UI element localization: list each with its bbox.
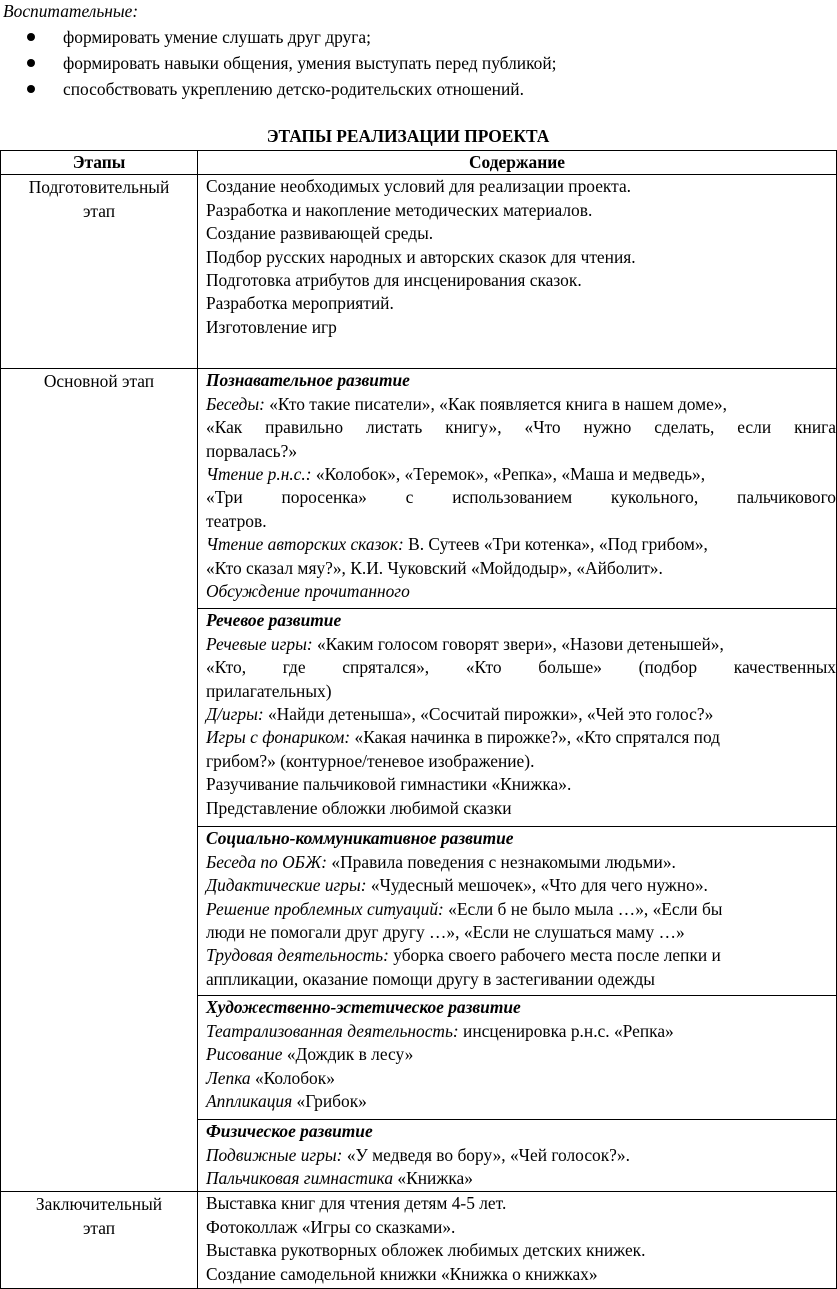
- cognitive-cell: Познавательное развитие Беседы: «Кто такие писатели», «Как появляется книга в нашем доме», «Как правильно листать книгу», «Что нужно сделать, если книга порвалась?» Чтение р.н.с.: «Колобок», «Теремок», «Репка», «Маша и медведь», «Три поросенка» с использованием кукольного, пальчикового театров. Чтение авторских сказок: В. Сутеев «Три котенка», «Под грибом», «Кто сказал мяу?», К.И. Чуковский «Мойдодыр», «Айболит». Обсуждение прочитанного: [198, 369, 837, 609]
- table-row: [1, 369, 837, 609]
- art-cell: Художественно-эстетическое развитие Театрализованная деятельность: инсценировка р.н.с. «Репка» Рисование «Дождик в лесу» Лепка «Колобок» Аппликация «Грибок»: [198, 996, 837, 1120]
- stage-final-cell: Заключительный этап: [1, 1192, 198, 1289]
- speech-cell: Речевое развитие Речевые игры: «Каким голосом говорят звери», «Назови детенышей», «Кто, где спрятался», «Кто больше» (подбор качественных прилагательных) Д/игры: «Найди детеныша», «Сосчитай пирожки», «Чей это голос?» Игры с фонариком: «Какая начинка в пирожке?», «Кто спрятался под грибом?» (контурное/теневое изображение). Разучивание пальчиковой гимнастики «Книжка». Представление обложки любимой сказки: [198, 609, 837, 827]
- bullet-icon: [27, 85, 35, 93]
- section-title: Познавательное развитие: [206, 370, 410, 391]
- bullet-icon: [27, 59, 35, 67]
- goals-heading: Воспитательные:: [3, 1, 139, 21]
- stage-main-cell: Основной этап: [1, 369, 198, 1192]
- goals-list: [0, 26, 556, 104]
- table-row: [1, 175, 837, 369]
- list-item: формировать навыки общения, умения выступать перед публикой;: [0, 52, 556, 78]
- section-title: Художественно-эстетическое развитие: [206, 997, 521, 1018]
- stages-table: [0, 150, 837, 1289]
- social-cell: Социально-коммуникативное развитие Беседа по ОБЖ: «Правила поведения с незнакомыми людьми». Дидактические игры: «Чудесный мешочек», «Что для чего нужно». Решение проблемных ситуаций: «Если б не было мыла …», «Если бы люди не помогали друг другу …», «Если не слушаться маму …» Трудовая деятельность: уборка своего рабочего места после лепки и аппликации, оказание помощи другу в застегивании одежды: [198, 827, 837, 996]
- final-content-cell: Выставка книг для чтения детям 4-5 лет. Фотоколлаж «Игры со сказками». Выставка рукотворных обложек любимых детских книжек. Создание самодельной книжки «Книжка о книжках»: [198, 1192, 837, 1289]
- section-title: Социально-коммуникативное развитие: [206, 828, 514, 849]
- table-row: [1, 1192, 837, 1289]
- physical-cell: Физическое развитие Подвижные игры: «У медведя во бору», «Чей голосок?». Пальчиковая гимнастика «Книжка»: [198, 1120, 837, 1192]
- column-header-content: Содержание: [198, 151, 837, 175]
- column-header-stages: Этапы: [1, 151, 198, 175]
- table-title: ЭТАПЫ РЕАЛИЗАЦИИ ПРОЕКТА: [266, 126, 550, 146]
- list-item: способствовать укреплению детско-родительских отношений.: [0, 78, 556, 104]
- section-title: Речевое развитие: [206, 610, 342, 631]
- list-item: формировать умение слушать друг друга;: [0, 26, 556, 52]
- bullet-icon: [27, 33, 35, 41]
- table-header-row: [1, 151, 837, 175]
- prep-content-cell: Создание необходимых условий для реализации проекта. Разработка и накопление методических материалов. Создание развивающей среды. Подбор русских народных и авторских сказок для чтения. Подготовка атрибутов для инсценирования сказок. Разработка мероприятий. Изготовление игр: [198, 175, 837, 369]
- section-title: Физическое развитие: [206, 1121, 373, 1142]
- stage-prep-cell: Подготовительный этап: [1, 175, 198, 369]
